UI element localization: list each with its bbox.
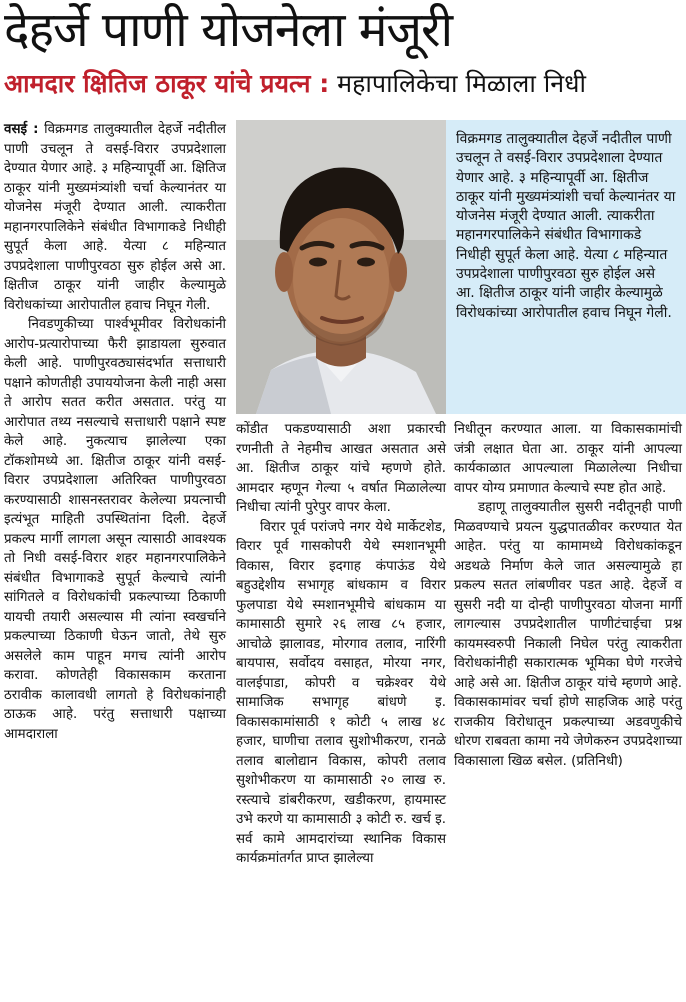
subheadline-kicker: आमदार क्षितिज ठाकूर यांचे प्रयत्न : xyxy=(4,69,330,98)
article-paragraph: विरार पूर्व परांजपे नगर येथे मार्केटशेड, विरार पूर्व गासकोपरी येथे स्मशानभूमी विकास, विरार इदगाह कंपाऊंड येथे बहुउद्देशीय सभागृह बांधकाम व विरार फुलपाडा येथे स्मशानभूमीचे बांधकाम या कामासाठी सुमारे २६ लाख ८५ हजार, आचोळे झालावड, मोरगाव तलाव, नारिंगी बायपास, सर्वोदय वसाहत, मोरया नगर, वालईपाडा, कोपरी व चक्रेश्वर येथे सामाजिक सभागृह बांधणे इ. विकासकामांसाठी १ कोटी ५ लाख ४८ हजार, घाणीचा तलाव सुशोभीकरण, रानळे तलाव बालोद्यान विकास, कोपरी तलाव सुशोभीकरण या कामासाठी २० लाख रु. रस्त्याचे डांबरीकरण, खडीकरण, हायमास्ट उभे करणे या कामासाठी ३ कोटी रु. खर्च इ. सर्व कामे आमदारांच्या स्थानिक विकास कार्यक्रमांतर्गत प्राप्त झालेल्या xyxy=(236,519,446,866)
subheadline-text: महापालिकेचा मिळाला निधी xyxy=(337,69,586,98)
article-paragraph: निधीतून करण्यात आला. या विकासकामांची जंत्री लक्षात घेता आ. ठाकूर यांनी आपल्या कार्यकाळात आपल्याला मिळालेल्या निधीचा वापर योग्य प्रमाणात केल्याचे स्पष्ट होत आहे. xyxy=(454,422,682,496)
article-paragraph: कोंडीत पकडण्यासाठी अशा प्रकारची रणनीती ते नेहमीच आखत असतात असे आ. क्षितीज ठाकूर यांचे म्हणणे होते. आमदार म्हणून गेल्या ५ वर्षात मिळालेल्या निधीचा त्यांनी पुरेपुर वापर केला. xyxy=(236,422,446,515)
portrait-image xyxy=(236,120,446,414)
pull-quote-box xyxy=(446,120,686,414)
article-column-2 xyxy=(236,420,446,869)
article-paragraph xyxy=(4,120,226,315)
paragraph-text: विक्रमगड तालुक्यातील देहर्जे नदीतील पाणी उचलून ते वसई-विरार उपप्रदेशाला देण्यात येणार आहे. ३ महिन्यापूर्वी आ. क्षितिज ठाकूर यांनी मुख्यमंत्र्यांशी चर्चा केल्यानंतर या योजनेस मंजूरी देण्यात आली. त्याकरीता महानगरपालिकेने संबंधीत विभागाकडे निधीही सुपूर्त केला आहे. येत्या ८ महिन्यात उपप्रदेशाला पाणीपुरवठा सुरु होईल असे आ. क्षितीज ठाकूर यांनी जाहीर केल्यामुळे विरोधकांच्या आरोपातील हवाच निघून गेली. xyxy=(4,122,227,313)
pull-quote-text: विक्रमगड तालुक्यातील देहर्जे नदीतील पाणी उचलून ते वसई-विरार उपप्रदेशाला देण्यात येणार आहे. ३ महिन्यापूर्वी आ. क्षितीज ठाकूर यांनी मुख्यमंत्र्यांशी चर्चा केल्यानंतर या योजनेस मंजूरी देण्यात आली. त्याकरीता महानगरपालिकेने संबंधीत विभागाकडे निधीही सुपूर्त केला आहे. येत्या ८ महिन्यात उपप्रदेशाला पाणीपुरवठा सुरु होईल असे आ. क्षितीज ठाकूर यांनी जाहीर केल्यामुळे विरोधकांच्या आरोपातील हवाच निघून गेली. xyxy=(456,131,676,321)
dateline: वसई : xyxy=(4,122,39,137)
article-paragraph: निवडणुकीच्या पार्श्वभूमीवर विरोधकांनी आरोप-प्रत्यारोपाच्या फैरी झाडायला सुरुवात केली आहे. पाणीपुरवठ्यासंदर्भात सत्ताधारी पक्षाने कोणतीही उपाययोजना केली नाही असा ते आरोप सतत करीत असतात. परंतु या आरोपात तथ्य नसल्याचे सत्ताधारी पक्षाने स्पष्ट केले आहे. नुकत्याच झालेल्या एका टॉकशोमध्ये आ. क्षितीज ठाकूर यांनी वसई-विरार उपप्रदेशाला अतिरिक्त पाणीपुरवठा करण्यासाठी शासनस्तरावर केलेल्या प्रयत्नाची इत्यंभूत माहिती उपस्थितांना दिली. देहर्जे प्रकल्प मार्गी लागला असून त्यासाठी आवश्यक तो निधी वसई-विरार शहर महानगरपालिकेने संबंधीत विभागाकडे सुपूर्त केल्याचे त्यांनी सांगितले व विरोधकांची प्रकल्पाच्या ठिकाणी यायची तयारी असल्यास मी त्यांना स्वखर्चाने प्रकल्पाच्या ठिकाणी घेऊन जातो, तेथे सुरु असलेले काम पाहून मगच त्यांनी आरोप करावा. कोणतेही विकासकाम करताना ठरावीक कालावधी लागतो हे विरोधकांनाही ठाऊक आहे. परंतु सत्ताधारी पक्षाच्या आमदाराला xyxy=(4,317,226,742)
article-paragraph: डहाणू तालुक्यातील सुसरी नदीतूनही पाणी मिळवण्याचे प्रयत्न युद्धपातळीवर करण्यात येत आहेत. परंतु या कामामध्ये विरोधकांकडून अडथळे निर्माण केले जात असल्यामुळे हा प्रकल्प सतत लांबणीवर पडत आहे. देहर्जे व सुसरी नदी या दोन्ही पाणीपुरवठा योजना मार्गी लागल्यास उपप्रदेशातील पाणीटंचाईचा प्रश्न कायमस्वरुपी निकाली निघेल परंतु त्याकरीता विरोधकांनीही सकारात्मक भूमिका घेणे गरजेचे आहे असे आ. क्षितीज ठाकूर यांचे म्हणणे आहे. विकासकामांवर चर्चा होणे साहजिक आहे परंतु राजकीय विरोधातून प्रकल्पाच्या अडवणुकीचे धोरण राबवता कामा नये जेणेकरुन उपप्रदेशाच्या विकासाला खिळ बसेल. (प्रतिनिधी) xyxy=(454,500,682,769)
portrait-photo xyxy=(236,120,446,414)
headline: देहर्जे पाणी योजनेला मंजूरी xyxy=(4,2,453,58)
subheadline xyxy=(4,64,684,104)
article-column-3 xyxy=(454,420,682,771)
article-column-1 xyxy=(4,120,226,744)
